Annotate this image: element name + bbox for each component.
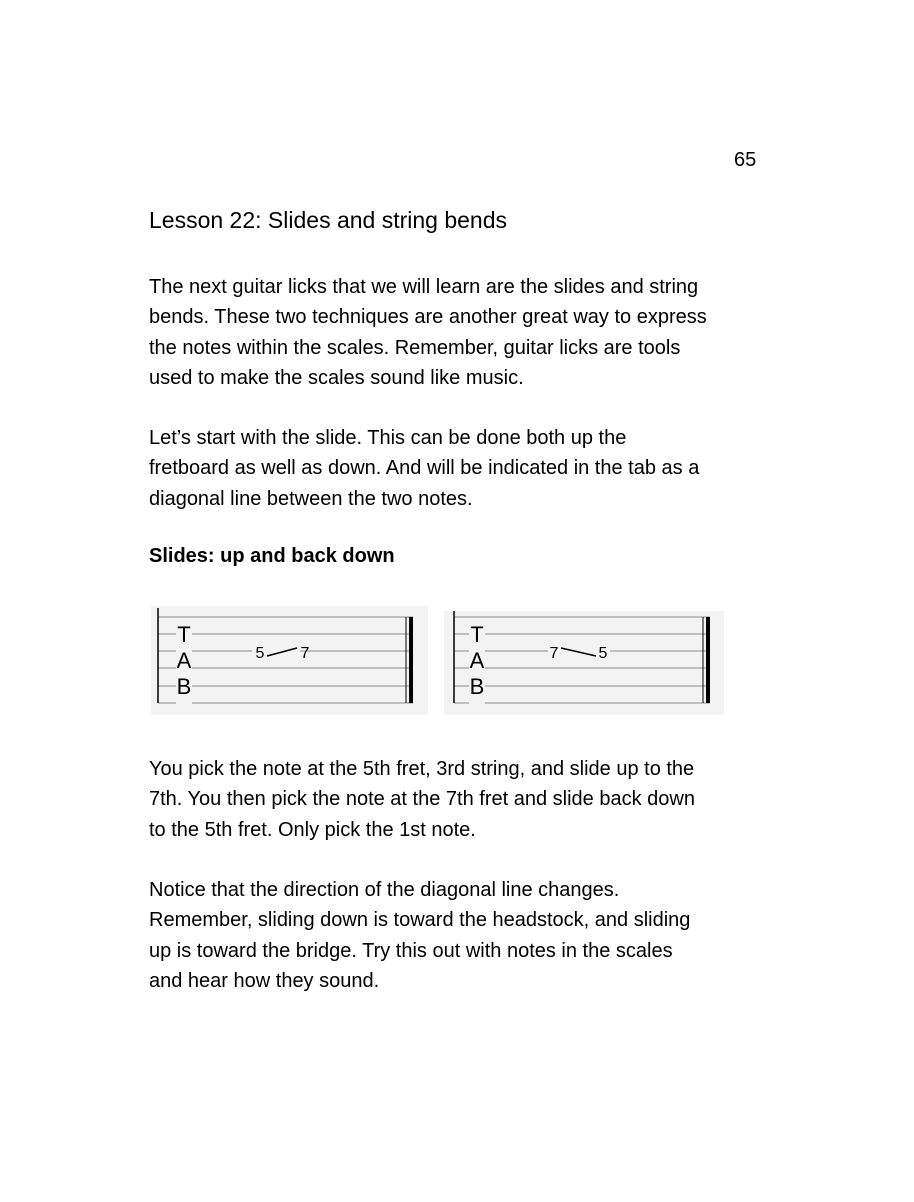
paragraph-intro [149,272,789,393]
tab-label-b: B [176,674,192,699]
tab-label-a: A [176,648,192,673]
section-heading: Slides: up and back down [149,545,395,567]
tab-note-start: 5 [255,645,265,662]
tab-slide-up [151,606,428,715]
tab-label-t: T [177,622,191,647]
text-line: up is toward the bridge. Try this out with notes in the scales [149,939,673,962]
tab-staff [444,611,724,715]
tab-note-start: 7 [549,645,559,662]
tab-note-end: 7 [300,645,310,662]
text-line: the notes within the scales. Remember, guitar licks are tools [149,336,681,359]
text-line: to the 5th fret. Only pick the 1st note. [149,818,476,841]
text-line: You pick the note at the 5th fret, 3rd string, and slide up to the [149,758,695,780]
text-line: used to make the scales sound like music. [149,366,524,389]
tab-staff [151,606,428,715]
paragraph-slide [149,423,789,514]
text-line: Notice that the direction of the diagonal line changes. [149,879,620,901]
paragraph-explanation [149,754,789,845]
text-line: Remember, sliding down is toward the headstock, and sliding [149,909,691,932]
tab-slide-down [444,611,724,715]
paragraph-direction [149,875,789,996]
lesson-title: Lesson 22: Slides and string bends [149,207,508,233]
tab-label-a: A [469,648,485,673]
page-number: 65 [734,149,757,171]
tab-label-b: B [469,674,485,699]
text-line: 7th. You then pick the note at the 7th fret and slide back down [149,788,695,811]
text-line: The next guitar licks that we will learn are the slides and string [149,276,699,298]
text-line: diagonal line between the two notes. [149,487,473,510]
text-line: fretboard as well as down. And will be indicated in the tab as a [149,457,700,480]
text-line: bends. These two techniques are another great way to express [149,306,707,329]
tab-note-end: 5 [598,645,608,662]
tab-label-t: T [470,622,484,647]
text-line: and hear how they sound. [149,969,380,992]
text-line: Let’s start with the slide. This can be done both up the [149,427,627,449]
